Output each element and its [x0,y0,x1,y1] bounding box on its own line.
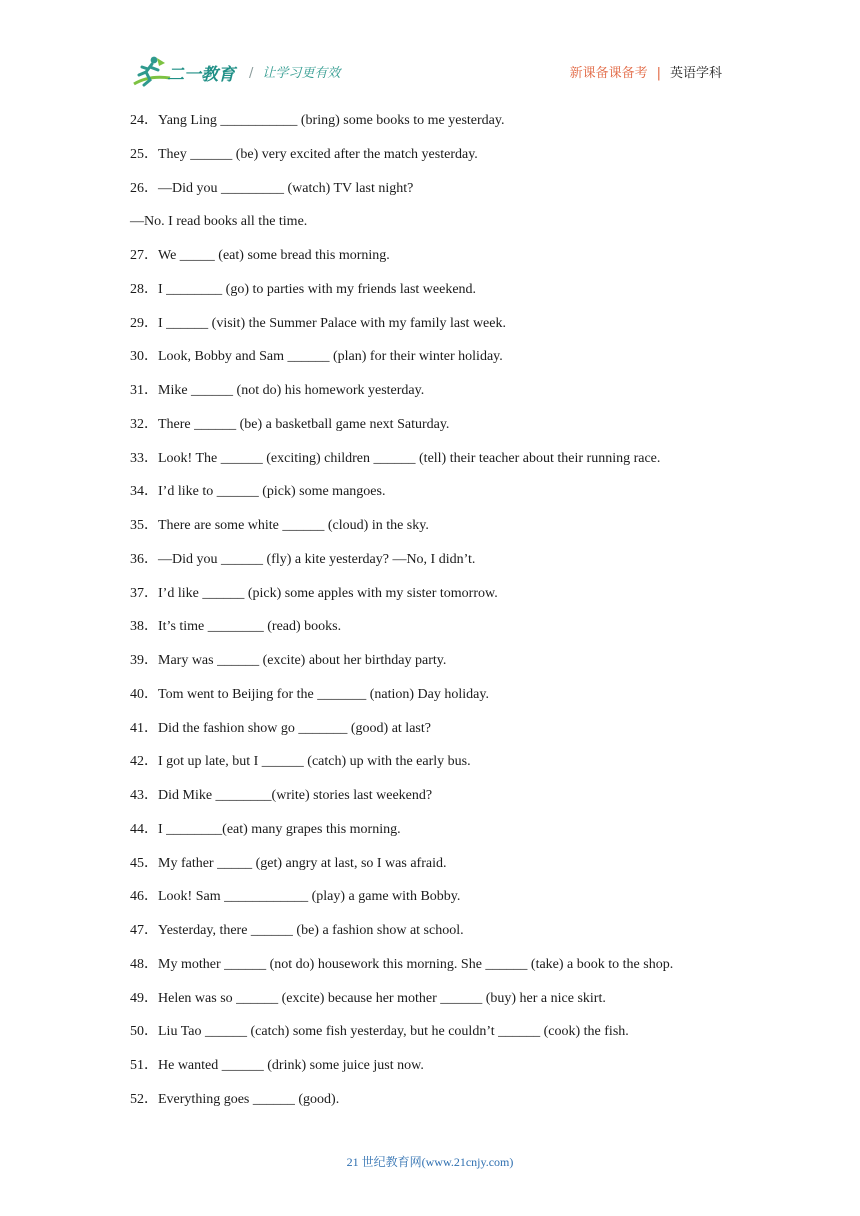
question-item: 33．Look! The ______ (exciting) children ______ (tell) their teacher about their running race. [130,450,661,466]
runner-logo-icon [130,54,242,90]
question-item: 41．Did the fashion show go _______ (good) at last? [130,720,431,736]
question-item: 24．Yang Ling ___________ (bring) some books to me yesterday. [130,113,505,128]
question-item: 37．I’d like ______ (pick) some apples with my sister tomorrow. [130,585,498,601]
question-item: 43．Did Mike ________(write) stories last weekend? [130,788,433,803]
subject-label: 英语学科 [669,66,722,81]
question-item: 44．I ________(eat) many grapes this morning. [130,821,401,837]
question-item: 52．Everything goes ______ (good). [130,1091,340,1107]
question-item: 35．There are some white ______ (cloud) in the sky. [130,518,429,533]
question-item: 46．Look! Sam ____________ (play) a game with Bobby. [130,889,461,905]
question-item: 38．It’s time ________ (read) books. [130,619,342,635]
header-right [570,62,722,81]
logo [130,54,242,90]
question-item: 36．—Did you ______ (fly) a kite yesterday? —No, I didn’t. [130,551,476,567]
question-item: 42．I got up late, but I ______ (catch) up with the early bus. [130,754,471,770]
question-item: 50．Liu Tao ______ (catch) some fish yesterday, but he couldn’t ______ (cook) the fish. [130,1024,629,1040]
question-item: 27．We _____ (eat) some bread this morning. [130,248,390,263]
question-list [130,111,750,1124]
question-item: 47．Yesterday, there ______ (be) a fashion show at school. [130,923,464,938]
question-item: 48．My mother ______ (not do) housework this morning. She ______ (take) a book to the shop. [130,956,674,972]
question-item: 32．There ______ (be) a basketball game next Saturday. [130,416,450,432]
question-item: 45．My father _____ (get) angry at last, so I was afraid. [130,855,447,871]
svg-text:二一教育: 二一教育 [167,65,235,85]
question-item: 25．They ______ (be) very excited after the match yesterday. [130,146,478,162]
question-item: 40．Tom went to Beijing for the _______ (nation) Day holiday. [130,686,489,702]
header-separator: | [656,66,661,81]
page-footer: 21 世纪教育网(www.21cnjy.com) [346,1155,514,1169]
course-prep-label: 新课备课备考 [569,66,648,81]
question-item: 28．I ________ (go) to parties with my friends last weekend. [130,281,477,297]
question-item: 49．Helen was so ______ (excite) because her mother ______ (buy) her a nice skirt. [130,990,606,1006]
question-item: 31．Mike ______ (not do) his homework yesterday. [130,383,425,398]
slogan: / 让学习更有效 [249,66,341,81]
page-header [130,52,730,92]
question-item: 29．I ______ (visit) the Summer Palace with my family last week. [130,315,506,331]
question-answer-line: —No. I read books all the time. [130,214,308,230]
question-item: 34．I’d like to ______ (pick) some mangoes. [130,484,386,500]
question-item: 51．He wanted ______ (drink) some juice just now. [130,1058,424,1073]
question-item: 26．—Did you _________ (watch) TV last night? [130,180,414,196]
question-item: 39．Mary was ______ (excite) about her birthday party. [130,653,447,668]
question-item: 30．Look, Bobby and Sam ______ (plan) for their winter holiday. [130,349,503,365]
